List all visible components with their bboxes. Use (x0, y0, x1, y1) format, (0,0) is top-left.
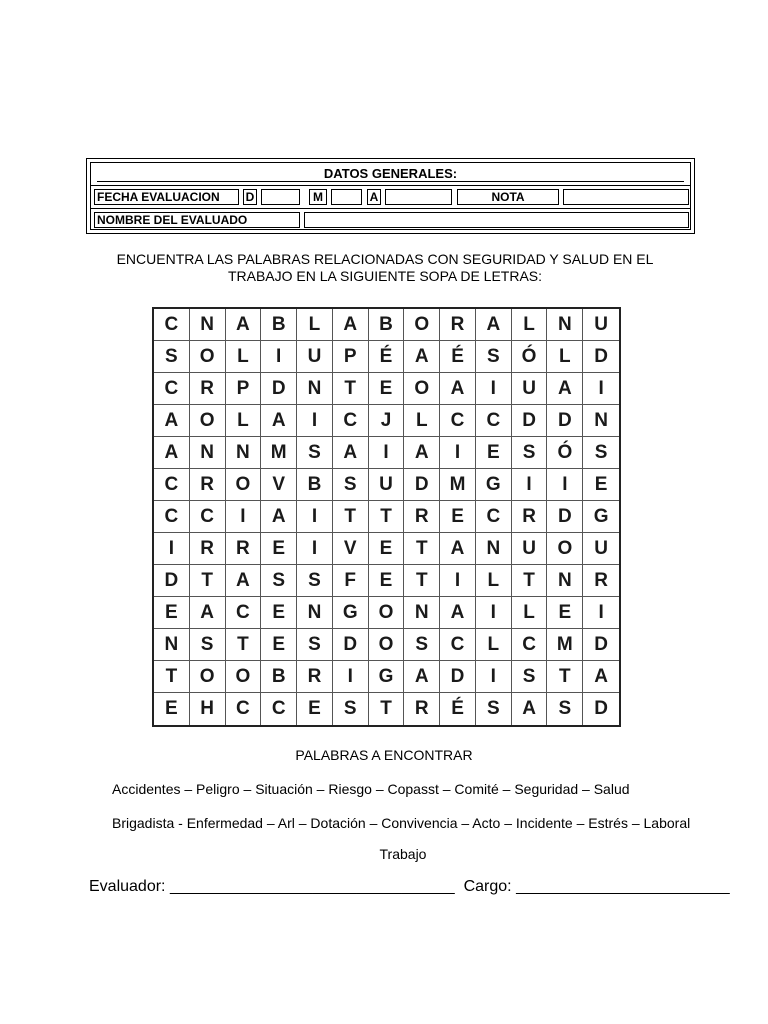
grid-cell[interactable]: E (154, 693, 190, 725)
evaluador-line[interactable]: ________________________________ (169, 878, 455, 895)
grid-cell[interactable]: I (297, 533, 333, 565)
grid-cell[interactable]: N (226, 437, 262, 469)
grid-cell[interactable]: G (369, 661, 405, 693)
grid-cell[interactable]: R (297, 661, 333, 693)
grid-cell[interactable]: F (333, 565, 369, 597)
grid-cell[interactable]: E (547, 597, 583, 629)
grid-cell[interactable]: T (512, 565, 548, 597)
grid-cell[interactable]: O (190, 661, 226, 693)
grid-cell[interactable]: D (594, 698, 608, 719)
grid-cell[interactable]: C (226, 597, 262, 629)
grid-cell[interactable]: E (476, 437, 512, 469)
grid-cell[interactable]: R (440, 309, 476, 341)
grid-cell[interactable]: E (261, 597, 297, 629)
grid-cell[interactable]: S (297, 629, 333, 661)
grid-cell[interactable]: C (154, 309, 190, 341)
grid-cell[interactable]: T (369, 693, 405, 725)
grid-cell[interactable]: A (226, 309, 262, 341)
grid-cell[interactable]: E (369, 373, 405, 405)
grid-cell[interactable]: T (154, 661, 190, 693)
grid-cell[interactable]: A (440, 533, 476, 565)
grid-cell[interactable]: O (369, 597, 405, 629)
grid-cell[interactable]: T (190, 565, 226, 597)
nombre-row (91, 209, 690, 231)
grid-cell[interactable]: U (583, 533, 619, 565)
grid-cell[interactable]: D (404, 469, 440, 501)
grid-cell[interactable]: A (154, 405, 190, 437)
month-label: M (309, 189, 327, 205)
grid-cell[interactable]: L (226, 341, 262, 373)
grid-cell[interactable]: I (440, 565, 476, 597)
grid-cell[interactable]: E (297, 693, 333, 725)
evaluador-label: Evaluador: (89, 878, 166, 895)
datos-generales-title-row (91, 163, 690, 186)
grid-cell[interactable]: N (547, 309, 583, 341)
grid-cell[interactable]: I (547, 469, 583, 501)
grid-cell[interactable]: D (261, 373, 297, 405)
grid-cell[interactable]: S (333, 693, 369, 725)
grid-cell[interactable]: S (476, 693, 512, 725)
grid-cell[interactable]: N (547, 565, 583, 597)
grid-cell[interactable]: T (226, 629, 262, 661)
footer-signature (89, 878, 730, 896)
grid-cell[interactable]: E (369, 533, 405, 565)
words-list-line-2: Brigadista - Enfermedad – Arl – Dotación – Convivencia – Acto – Incidente – Estrés – Laboral (112, 815, 691, 831)
nombre-evaluado-label: NOMBRE DEL EVALUADO (94, 212, 300, 228)
grid-cell[interactable]: D (440, 661, 476, 693)
grid-cell[interactable]: L (226, 405, 262, 437)
grid-cell[interactable]: O (190, 405, 226, 437)
instruction-line-2: TRABAJO EN LA SIGUIENTE SOPA DE LETRAS: (227, 268, 543, 284)
grid-cell[interactable]: S (547, 693, 583, 725)
grid-cell[interactable]: E (154, 597, 190, 629)
words-title: PALABRAS A ENCONTRAR (295, 747, 473, 763)
grid-cell[interactable]: T (333, 373, 369, 405)
grid-cell[interactable]: C (226, 693, 262, 725)
grid-cell[interactable]: U (512, 533, 548, 565)
year-field[interactable] (385, 189, 452, 205)
grid-cell[interactable]: P (226, 373, 262, 405)
datos-generales-table (86, 158, 695, 234)
day-field[interactable] (261, 189, 300, 205)
month-field[interactable] (331, 189, 362, 205)
grid-cell[interactable]: R (226, 533, 262, 565)
grid-cell[interactable]: L (297, 309, 333, 341)
grid-cell[interactable]: V (261, 469, 297, 501)
grid-cell[interactable]: É (369, 341, 405, 373)
instruction-text (100, 251, 670, 285)
grid-cell[interactable]: N (190, 309, 226, 341)
grid-cell[interactable]: S (261, 565, 297, 597)
grid-cell[interactable]: D (583, 341, 619, 373)
grid-cell[interactable]: V (333, 533, 369, 565)
grid-cell[interactable]: O (226, 661, 262, 693)
datos-generales-title: DATOS GENERALES: (323, 166, 458, 181)
grid-cell[interactable]: H (190, 693, 226, 725)
grid-cell[interactable]: O (226, 469, 262, 501)
grid-cell[interactable]: S (512, 661, 548, 693)
grid-cell[interactable]: B (297, 469, 333, 501)
grid-cell[interactable]: S (190, 629, 226, 661)
grid-cell[interactable]: I (154, 533, 190, 565)
grid-cell[interactable]: Ó (547, 437, 583, 469)
grid-cell[interactable]: A (261, 405, 297, 437)
grid-cell[interactable]: U (512, 373, 548, 405)
grid-cell[interactable]: E (261, 629, 297, 661)
grid-cell[interactable]: I (512, 469, 548, 501)
grid-cell[interactable]: S (297, 565, 333, 597)
grid-cell[interactable]: R (190, 373, 226, 405)
grid-cell[interactable]: I (333, 661, 369, 693)
grid-cell[interactable]: C (476, 501, 512, 533)
grid-cell[interactable]: A (440, 597, 476, 629)
grid-cell[interactable]: M (261, 437, 297, 469)
grid-cell[interactable]: C (154, 373, 190, 405)
grid-cell[interactable]: D (154, 565, 190, 597)
grid-cell[interactable]: L (476, 629, 512, 661)
datos-generales-inner (90, 162, 691, 230)
grid-cell[interactable]: B (261, 661, 297, 693)
grid-cell[interactable]: I (476, 373, 512, 405)
grid-cell[interactable]: C (190, 501, 226, 533)
grid-cell[interactable]: B (261, 309, 297, 341)
grid-cell[interactable]: É (440, 693, 476, 725)
grid-cell[interactable]: E (261, 533, 297, 565)
grid-cell[interactable]: N (404, 597, 440, 629)
grid-cell[interactable]: I (476, 661, 512, 693)
grid-cell[interactable]: J (369, 405, 405, 437)
grid-cell[interactable]: S (583, 437, 619, 469)
grid-cell[interactable]: A (190, 597, 226, 629)
year-label: A (367, 189, 381, 205)
grid-cell[interactable]: G (583, 501, 619, 533)
grid-cell[interactable]: R (404, 693, 440, 725)
word-search-grid (152, 307, 621, 727)
grid-cell[interactable]: T (333, 501, 369, 533)
instruction-line-1: ENCUENTRA LAS PALABRAS RELACIONADAS CON SEGURIDAD Y SALUD EN EL (116, 251, 654, 267)
fecha-row (91, 186, 690, 209)
grid-cell[interactable]: É (440, 341, 476, 373)
grid-cell[interactable]: A (154, 437, 190, 469)
grid-cell[interactable]: R (190, 469, 226, 501)
grid-cell[interactable]: G (333, 597, 369, 629)
grid-cell[interactable]: A (404, 341, 440, 373)
grid-cell[interactable]: C (154, 469, 190, 501)
day-label: D (243, 189, 257, 205)
grid-cell[interactable]: E (440, 501, 476, 533)
grid-cell[interactable]: I (369, 437, 405, 469)
grid-cell[interactable]: R (583, 565, 619, 597)
grid-cell[interactable]: I (583, 597, 619, 629)
grid-cell[interactable]: A (404, 437, 440, 469)
grid-cell[interactable]: M (547, 629, 583, 661)
grid-cell[interactable]: G (476, 469, 512, 501)
grid-cell[interactable]: A (261, 501, 297, 533)
grid-cell[interactable]: S (297, 437, 333, 469)
title-underline (97, 181, 684, 182)
grid-cell[interactable]: U (297, 341, 333, 373)
cargo-label: Cargo: (463, 878, 512, 895)
fecha-evaluacion-label: FECHA EVALUACION (94, 189, 239, 205)
cargo-line[interactable]: ________________________ (516, 878, 730, 895)
grid-cell[interactable]: N (154, 629, 190, 661)
grid-cell[interactable]: L (547, 341, 583, 373)
grid-cell[interactable]: A (547, 373, 583, 405)
grid-cell[interactable]: I (226, 501, 262, 533)
grid-cell[interactable]: C (154, 501, 190, 533)
grid-cell[interactable]: A (583, 661, 619, 693)
grid-cell[interactable]: A (404, 661, 440, 693)
grid-cell[interactable]: C (333, 405, 369, 437)
grid-cell[interactable]: A (476, 309, 512, 341)
grid-cell[interactable]: D (547, 405, 583, 437)
grid-cell[interactable]: O (369, 629, 405, 661)
grid-cell[interactable]: T (404, 565, 440, 597)
nombre-evaluado-field[interactable] (304, 212, 689, 228)
grid-cell[interactable]: D (333, 629, 369, 661)
words-list-line-3: Trabajo (379, 846, 427, 862)
grid-cell[interactable]: O (190, 341, 226, 373)
grid-cell[interactable]: I (261, 341, 297, 373)
grid-cell[interactable]: R (404, 501, 440, 533)
nota-field[interactable] (563, 189, 689, 205)
grid-cell[interactable]: N (297, 597, 333, 629)
grid-cell[interactable]: I (297, 501, 333, 533)
grid-cell[interactable]: C (440, 629, 476, 661)
grid-cell[interactable]: B (369, 309, 405, 341)
grid-cell[interactable]: A (333, 437, 369, 469)
grid-cell[interactable]: L (512, 597, 548, 629)
grid-cell[interactable]: I (583, 373, 619, 405)
grid-cell[interactable]: U (369, 469, 405, 501)
grid-cell[interactable]: T (547, 661, 583, 693)
grid-cell[interactable]: I (440, 437, 476, 469)
grid-cell[interactable]: A (440, 373, 476, 405)
grid-cell[interactable]: A (333, 309, 369, 341)
grid-cell[interactable]: N (583, 405, 619, 437)
nota-label: NOTA (457, 189, 559, 205)
grid-cell[interactable]: L (404, 405, 440, 437)
grid-cell[interactable]: E (583, 469, 619, 501)
grid-cell[interactable]: A (512, 693, 548, 725)
grid-cell[interactable]: R (190, 533, 226, 565)
grid-cell[interactable]: S (333, 469, 369, 501)
grid-cell[interactable]: L (512, 309, 548, 341)
grid-cell[interactable]: S (154, 341, 190, 373)
grid-cell[interactable]: O (547, 533, 583, 565)
grid-cell[interactable]: C (440, 405, 476, 437)
grid-cell[interactable]: D (547, 501, 583, 533)
words-list-line-1: Accidentes – Peligro – Situación – Riesgo – Copasst – Comité – Seguridad – Salud (112, 781, 630, 797)
grid-cell[interactable]: O (404, 309, 440, 341)
grid-cell[interactable]: T (404, 533, 440, 565)
grid-cell[interactable]: L (476, 565, 512, 597)
grid-cell[interactable]: O (404, 373, 440, 405)
grid-cell[interactable]: U (583, 309, 619, 341)
grid-cell[interactable]: C (476, 405, 512, 437)
grid-cell[interactable]: S (404, 629, 440, 661)
grid-cell[interactable]: D (512, 405, 548, 437)
grid-cell[interactable]: E (369, 565, 405, 597)
grid-cell[interactable]: N (476, 533, 512, 565)
grid-cell[interactable]: R (512, 501, 548, 533)
grid-cell[interactable]: T (369, 501, 405, 533)
grid-cell[interactable]: I (476, 597, 512, 629)
grid-cell[interactable]: S (476, 341, 512, 373)
grid-cell[interactable]: D (583, 629, 619, 661)
grid-cell[interactable]: C (261, 693, 297, 725)
grid-cell[interactable]: A (226, 565, 262, 597)
grid-cell[interactable]: Ó (512, 341, 548, 373)
grid-cell[interactable]: N (190, 437, 226, 469)
grid-cell[interactable]: C (512, 629, 548, 661)
grid-cell[interactable]: I (297, 405, 333, 437)
grid-cell[interactable]: M (440, 469, 476, 501)
grid-cell[interactable]: P (333, 341, 369, 373)
grid-cell[interactable]: N (297, 373, 333, 405)
grid-cell[interactable]: S (512, 437, 548, 469)
